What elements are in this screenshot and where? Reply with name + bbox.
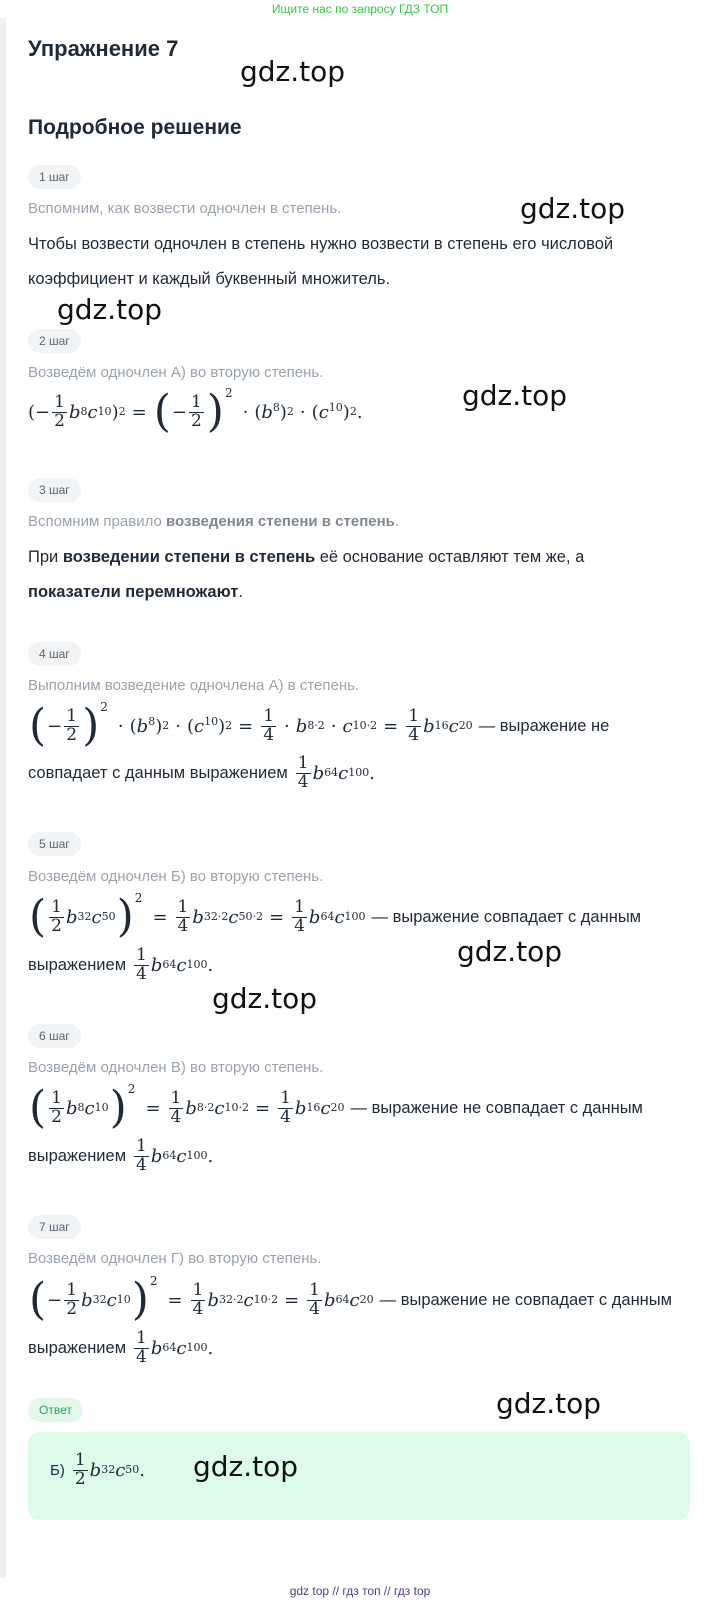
step-5-formula: ( $\frac{1}{2}$ b 32 c 50 ) 2 = $\frac{1}{4}$ b 32·2 c 50·2 = $\frac{1}{4}$ b 64 c 100 — выражение совпадает с данным — [29, 891, 642, 942]
step-7-formula: ( − $\frac{1}{2}$ b 32 c 10 ) 2 = $\frac{1}{4}$ b 32·2 c 10·2 = $\frac{1}{4}$ b 64 c 20 — выражение не совпадает с данным — [29, 1274, 672, 1325]
step-5-hint: Возведём одночлен Б) во вторую степень. — [28, 868, 324, 885]
step-3-text-line2: показатели перемножают. — [28, 583, 243, 601]
step-6-badge: 6 шаг — [28, 1024, 81, 1048]
step-7-badge: 7 шаг — [28, 1215, 81, 1239]
step-1-text-line1: Чтобы возвести одночлен в степень нужно возвести в степень его числовой — [28, 235, 614, 253]
step-1-hint: Вспомним, как возвести одночлен в степень. — [28, 200, 342, 217]
left-rail — [0, 18, 6, 1578]
step-2-hint: Возведём одночлен А) во вторую степень. — [28, 364, 324, 381]
step-4-badge: 4 шаг — [28, 642, 81, 666]
answer-badge: Ответ — [28, 1398, 83, 1422]
step-5-badge: 5 шаг — [28, 832, 81, 856]
step-4-formula: ( − $\frac{1}{2}$ ) 2 · $(b^8)$ 2 · $(c^{10})$ 2 = $\frac{1}{4}$ · b 8·2 · c 10·2 = $\frac{1}{4}$ b 16 c 20 — выражение не — [29, 700, 610, 751]
watermark-8: gdz.top — [193, 1450, 299, 1483]
page-title: Упражнение 7 — [28, 36, 179, 61]
answer-formula: Б) $\frac{1}{2}$ b 32 c 50 . — [50, 1450, 146, 1489]
step-3-badge: 3 шаг — [28, 478, 81, 502]
step-4-line2: совпадает с данным выражением $\frac{1}{4}$ b 64 c 100 . — [28, 753, 375, 792]
watermark-7: gdz.top — [496, 1387, 602, 1420]
step-4-hint: Выполним возведение одночлена А) в степень. — [28, 677, 360, 694]
step-6-hint: Возведём одночлен В) во вторую степень. — [28, 1059, 324, 1076]
watermark-4: gdz.top — [462, 379, 568, 412]
step-3-hint: Вспомним правило возведения степени в степень. — [28, 513, 400, 530]
watermark-2: gdz.top — [520, 192, 626, 225]
step-3-text-line1: При возведении степени в степень её основание оставляют тем же, а — [28, 548, 585, 566]
step-5-line2: выражением $\frac{1}{4}$ b 64 c 100 . — [28, 945, 214, 984]
top-banner[interactable]: Ищите нас по запросу ГДЗ ТОП — [271, 2, 449, 16]
step-7-hint: Возведём одночлен Г) во вторую степень. — [28, 1250, 322, 1267]
watermark-3: gdz.top — [57, 293, 163, 326]
watermark-6: gdz.top — [212, 982, 318, 1015]
footer-links[interactable]: gdz top // гдз топ // гдз top — [289, 1584, 431, 1598]
step-6-formula: ( $\frac{1}{2}$ b 8 c 10 ) 2 = $\frac{1}{4}$ b 8·2 c 10·2 = $\frac{1}{4}$ b 16 c 20 — выражение не совпадает с данным — [29, 1082, 643, 1133]
step-6-line2: выражением $\frac{1}{4}$ b 64 c 100 . — [28, 1136, 214, 1175]
step-2-badge: 2 шаг — [28, 329, 81, 353]
step-1-badge: 1 шаг — [28, 165, 81, 189]
watermark-1: gdz.top — [240, 55, 346, 88]
watermark-5: gdz.top — [457, 935, 563, 968]
step-2-formula: (− $\frac{1}{2}$ b 8 c 10 ) 2 = ( − $\frac{1}{2}$ ) 2 · $(b^8)$ 2 · $(c^{10})$ 2 . — [28, 386, 363, 437]
section-title: Подробное решение — [28, 116, 242, 139]
step-7-line2: выражением $\frac{1}{4}$ b 64 c 100 . — [28, 1328, 214, 1367]
step-1-text-line2: коэффициент и каждый буквенный множитель. — [28, 270, 391, 288]
